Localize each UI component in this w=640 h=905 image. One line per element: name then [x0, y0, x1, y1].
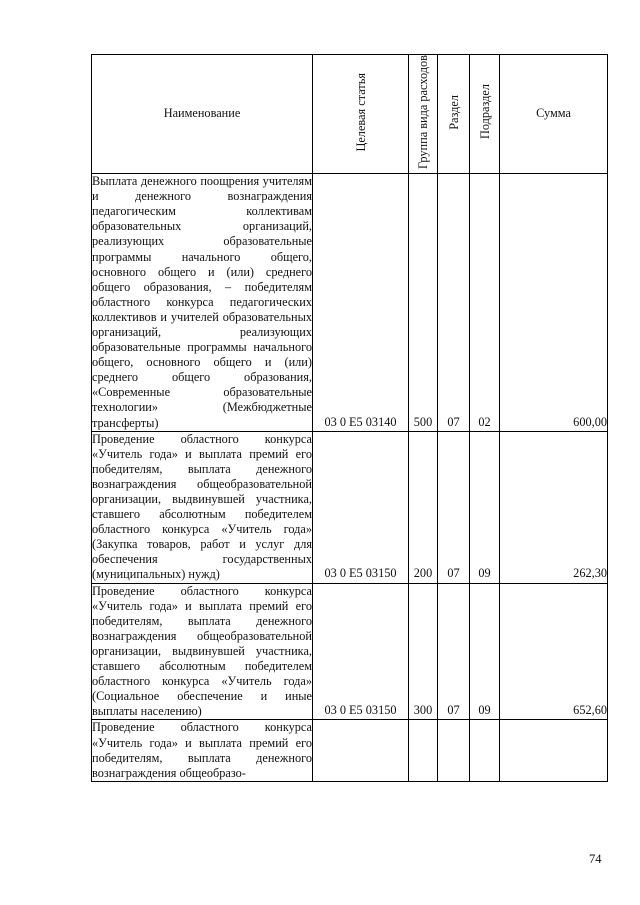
header-name: Наименование: [92, 55, 313, 174]
row-subsection: [470, 720, 500, 781]
table-row: [92, 431, 608, 583]
row-expense-group: 300: [409, 583, 438, 720]
row-section: [438, 720, 470, 781]
header-subsection: Подраздел: [470, 55, 500, 174]
row-sum: [500, 720, 608, 781]
row-name: Проведение областного конкурса «Учитель года» и выплата премий его победителям, выплата денежного вознаграждения общеобразовательной организации, выдвинувшей участника, ставшего абсолютным победителем областного конкурса «Учитель года» (Социальное обеспечение и иные выплаты населению): [92, 583, 312, 719]
budget-table: [91, 54, 608, 782]
row-expense-group: 500: [409, 174, 438, 432]
row-sum: 262,30: [500, 431, 608, 583]
row-subsection: 09: [470, 583, 500, 720]
row-expense-group: 200: [409, 431, 438, 583]
row-target-article: 03 0 E5 03150: [313, 583, 409, 720]
row-subsection: 02: [470, 174, 500, 432]
row-target-article: [313, 720, 409, 781]
table-row: [92, 583, 608, 720]
page-number: 74: [589, 852, 602, 866]
header-sum: Сумма: [500, 55, 608, 174]
row-name: Выплата денежного поощрения учителям и денежного вознаграждения педагогическим коллективам образовательных организаций, реализующих образовательные программы начального общего, основного общего и (или) среднего общего образования, – победителям областного конкурса педагогических коллективов и учителей образовательных организаций, реализующих образовательные программы начального общего, основного общего и (или) среднего общего образования, «Современные образовательные технологии» (Межбюджетные трансферты): [92, 174, 312, 430]
row-name: Проведение областного конкурса «Учитель года» и выплата премий его победителям, выплата денежного вознаграждения общеобразо-: [92, 720, 312, 780]
row-section: 07: [438, 174, 470, 432]
row-sum: 600,00: [500, 174, 608, 432]
row-target-article: 03 0 E5 03150: [313, 431, 409, 583]
table-row: [92, 174, 608, 432]
row-target-article: 03 0 E5 03140: [313, 174, 409, 432]
row-sum: 652,60: [500, 583, 608, 720]
row-section: 07: [438, 583, 470, 720]
budget-sheet: [91, 54, 608, 782]
table-row: [92, 720, 608, 781]
row-section: 07: [438, 431, 470, 583]
header-target-article: Целевая статья: [313, 55, 409, 174]
header-section: Раздел: [438, 55, 470, 174]
header-expense-group: Группа вида расходов: [409, 55, 438, 174]
row-subsection: 09: [470, 431, 500, 583]
row-expense-group: [409, 720, 438, 781]
table-header-row: [92, 55, 608, 174]
row-name: Проведение областного конкурса «Учитель года» и выплата премий его победителям, выплата денежного вознаграждения общеобразовательной организации, выдвинувшей участника, ставшего абсолютным победителем областного конкурса «Учитель года» (Закупка товаров, работ и услуг для обеспечения государственных (муниципальных) нужд): [92, 431, 312, 582]
